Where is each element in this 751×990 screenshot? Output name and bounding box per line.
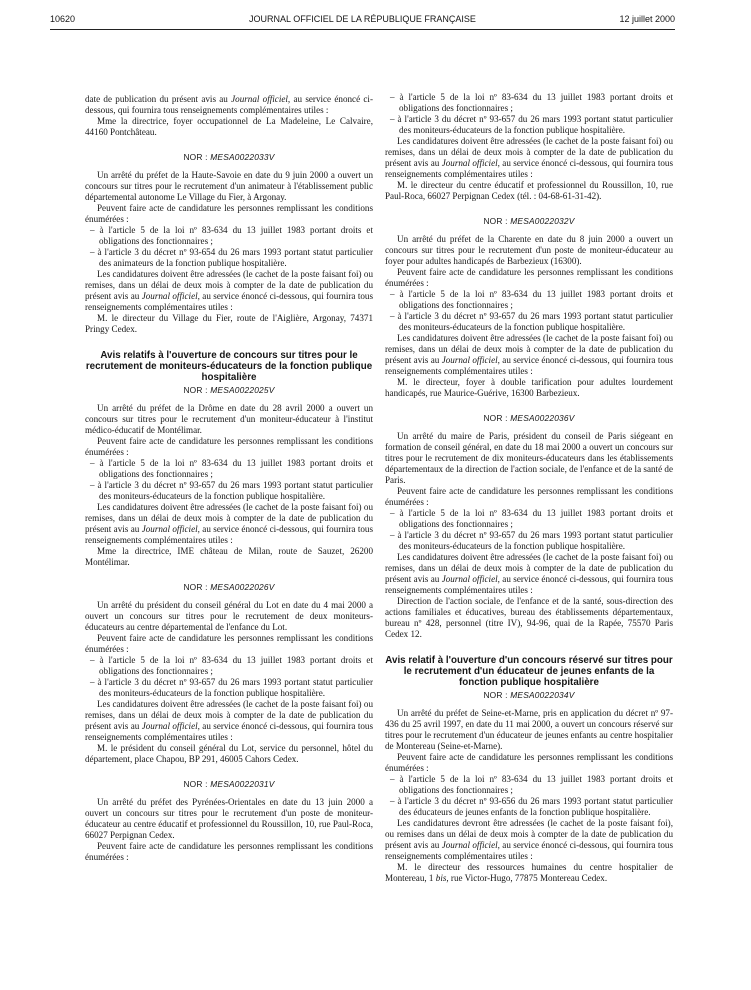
condition-item: – à l'article 3 du décret nº 93-657 du 26 mars 1993 portant statut particulier des moniteurs-éducateurs de la fonction publique hospitalière. [390,114,673,135]
notice-body: Un arrêté du préfet de la Haute-Savoie en date du 9 juin 2000 a ouvert un concours sur titres pour le recrutement d'un animateur à l'établissement public départemental autonome Le Village du Fier, à Argonay. [85,170,373,202]
condition-item: – à l'article 5 de la loi nº 83-634 du 13 juillet 1983 portant droits et obligations des fonctionnaires ; [90,458,373,480]
notice-body: Un arrêté du préfet de la Drôme en date du 28 avril 2000 a ouvert un concours sur titres pour le recrutement d'un moniteur-éducateur à l'institut médico-éducatif de Montélimar. [85,403,373,436]
notice-body: Un arrêté du préfet des Pyrénées-Orientales en date du 13 juin 2000 a ouvert un concours sur titres pour le recrutement d'un poste de moniteur-éducateur au centre éducatif et professionnel du Roussillon, 10, rue Paul-Roca, 66027 Perpignan Cedex. [85,797,373,841]
intro-contact: Mme la directrice, foyer occupationnel de La Madeleine, Le Calvaire, 44160 Pontchâteau. [85,116,373,137]
contact-address: M. le directeur, foyer à double tarification pour adultes lourdement handicapés, rue Maurice-Guérive, 16300 Barbezieux. [385,377,673,398]
section-heading: Avis relatif à l'ouverture d'un concours réservé sur titres pour le recrutement d'un éducateur de jeunes enfants de la fonction publique hospitalière [385,655,673,688]
page-number: 10620 [50,14,76,24]
nor-reference: NOR : MESA0022026V [183,582,275,593]
nor-reference: NOR : MESA0022034V [483,690,575,701]
intro-paragraph: date de publication du présent avis au Journal officiel, au service énoncé ci-dessous, qui fournira tous renseignements complémentaires utiles : [85,94,373,115]
notice-body: Un arrêté du président du conseil général du Lot en date du 4 mai 2000 a ouvert un concours sur titres pour le recrutement de deux moniteurs-éducateurs au centre départemental de l'enfance du Lot. [85,600,373,633]
condition-item: – à l'article 3 du décret nº 93-656 du 26 mars 1993 portant statut particulier des éducateurs de jeunes enfants de la fonction publique hospitalière. [390,796,673,818]
application-paragraph: Les candidatures doivent être adressées (le cachet de la poste faisant foi) ou remises, dans un délai de deux mois à compter de la date de publication du présent avis au Journal officiel, au service énoncé ci-dessous, qui fournira tous renseignements complémentaires utiles : [85,699,373,743]
nor-reference: NOR : MESA0022032V [483,216,575,226]
application-paragraph: Les candidatures doivent être adressées (le cachet de la poste faisant foi) ou remises, dans un délai de deux mois à compter de la date de publication du présent avis au Journal officiel, au service énoncé ci-dessous, qui fournira tous renseignements complémentaires utiles : [85,269,373,312]
condition-item: – à l'article 5 de la loi nº 83-634 du 13 juillet 1983 portant droits et obligations des fonctionnaires ; [390,774,673,796]
application-paragraph: Les candidatures doivent être adressées (le cachet de la poste faisant foi) ou remises, dans un délai de deux mois à compter de la date de publication du présent avis au Journal officiel, au service énoncé ci-dessous, qui fournira tous renseignements complémentaires utiles : [385,136,673,179]
left-column [85,94,373,863]
contact-address: M. le directeur du centre éducatif et professionnel du Roussillon, 10, rue Paul-Roca, 66027 Perpignan Cedex (tél. : 04-68-61-31-42). [385,180,673,201]
conditions-intro: Peuvent faire acte de candidature les personnes remplissant les conditions énumérées : [85,633,373,655]
notice-body: Un arrêté du maire de Paris, président du conseil de Paris siégeant en formation de conseil général, en date du 18 mai 2000 a ouvert un concours sur titres pour le recrutement de dix moniteurs-éducateurs dans les établissements départementaux de la direction de l'action sociale, de l'enfance et de la santé de Paris. [385,431,673,485]
condition-item: – à l'article 3 du décret nº 93-657 du 26 mars 1993 portant statut particulier des moniteurs-éducateurs de la fonction publique hospitalière. [390,311,673,332]
condition-item: – à l'article 5 de la loi nº 83-634 du 13 juillet 1983 portant droits et obligations des fonctionnaires ; [90,225,373,246]
condition-item: – à l'article 3 du décret nº 93-654 du 26 mars 1993 portant statut particulier des animateurs de la fonction publique hospitalière. [90,247,373,268]
conditions-intro: Peuvent faire acte de candidature les personnes remplissant les conditions énumérées : [85,203,373,224]
conditions-intro: Peuvent faire acte de candidature les personnes remplissant les conditions énumérées : [385,267,673,288]
nor-reference: NOR : MESA0022031V [183,779,275,790]
contact-address: M. le directeur des ressources humaines du centre hospitalier de Montereau, 1 bis, rue Victor-Hugo, 77875 Montereau Cedex. [385,862,673,884]
contact-address: Mme la directrice, IME château de Milan, route de Sauzet, 26200 Montélimar. [85,546,373,568]
contact-address: Direction de l'action sociale, de l'enfance et de la santé, sous-direction des actions familiales et éducatives, bureau des établissements départementaux, bureau nº 428, personnel (titre IV), 94-96, quai de la Rapée, 75570 Paris Cedex 12. [385,596,673,639]
notice-body: Un arrêté du préfet de la Charente en date du 8 juin 2000 a ouvert un concours sur titres pour le recrutement d'un poste de moniteur-éducateur au foyer pour adultes handicapés de Barbezieux (16300). [385,234,673,266]
conditions-intro: Peuvent faire acte de candidature les personnes remplissant les conditions énumérées : [385,486,673,507]
application-paragraph: Les candidatures devront être adressées (le cachet de la poste faisant foi), ou remises dans un délai de deux mois à compter de la date de publication du présent avis au Journal officiel, au service énoncé ci-dessous, qui fournira tous renseignements complémentaires utiles : [385,818,673,862]
condition-item: – à l'article 3 du décret nº 93-657 du 26 mars 1993 portant statut particulier des moniteurs-éducateurs de la fonction publique hospitalière. [390,530,673,551]
nor-reference: NOR : MESA0022033V [183,152,275,162]
contact-address: M. le directeur du Village du Fier, route de l'Aiglière, Argonay, 74371 Pringy Cedex. [85,313,373,334]
notice-body: Un arrêté du préfet de Seine-et-Marne, pris en application du décret nº 97-436 du 25 avril 1997, en date du 11 mai 2000, a ouvert un concours réservé sur titres pour le recrutement d'un éducateur de jeunes enfants au centre hospitalier de Montereau (Seine-et-Marne). [385,708,673,752]
condition-item: – à l'article 5 de la loi nº 83-634 du 13 juillet 1983 portant droits et obligations des fonctionnaires ; [390,508,673,529]
condition-item: – à l'article 5 de la loi nº 83-634 du 13 juillet 1983 portant droits et obligations des fonctionnaires ; [390,289,673,310]
journal-title: JOURNAL OFFICIEL DE LA RÉPUBLIQUE FRANÇAISE [249,14,476,24]
condition-item: – à l'article 3 du décret nº 93-657 du 26 mars 1993 portant statut particulier des moniteurs-éducateurs de la fonction publique hospitalière. [90,677,373,699]
right-column [385,92,673,884]
header-rule [50,29,675,30]
conditions-intro: Peuvent faire acte de candidature les personnes remplissant les conditions énumérées : [385,752,673,774]
application-paragraph: Les candidatures doivent être adressées (le cachet de la poste faisant foi) ou remises, dans un délai de deux mois à compter de la date de publication du présent avis au Journal officiel, au service énoncé ci-dessous, qui fournira tous renseignements complémentaires utiles : [85,502,373,546]
conditions-intro: Peuvent faire acte de candidature les personnes remplissant les conditions énumérées : [85,841,373,863]
condition-item: – à l'article 5 de la loi nº 83-634 du 13 juillet 1983 portant droits et obligations des fonctionnaires ; [90,655,373,677]
condition-item: – à l'article 5 de la loi nº 83-634 du 13 juillet 1983 portant droits et obligations des fonctionnaires ; [390,92,673,113]
application-paragraph: Les candidatures doivent être adressées (le cachet de la poste faisant foi) ou remises, dans un délai de deux mois à compter de la date de publication du présent avis au Journal officiel, au service énoncé ci-dessous, qui fournira tous renseignements complémentaires utiles : [385,552,673,595]
application-paragraph: Les candidatures doivent être adressées (le cachet de la poste faisant foi) ou remises, dans un délai de deux mois à compter de la date de publication du présent avis au Journal officiel, au service énoncé ci-dessous, qui fournira tous renseignements complémentaires utiles : [385,333,673,376]
page-header [50,14,675,30]
nor-reference: NOR : MESA0022025V [183,385,275,396]
condition-item: – à l'article 3 du décret nº 93-657 du 26 mars 1993 portant statut particulier des moniteurs-éducateurs de la fonction publique hospitalière. [90,480,373,502]
conditions-intro: Peuvent faire acte de candidature les personnes remplissant les conditions énumérées : [85,436,373,458]
contact-address: M. le président du conseil général du Lot, service du personnel, hôtel du département, place Chapou, BP 291, 46005 Cahors Cedex. [85,743,373,765]
section-heading: Avis relatifs à l'ouverture de concours sur titres pour le recrutement de moniteurs-éducateurs de la fonction publique hospitalière [85,350,373,383]
issue-date: 12 juillet 2000 [619,14,675,24]
nor-reference: NOR : MESA0022036V [483,413,575,423]
